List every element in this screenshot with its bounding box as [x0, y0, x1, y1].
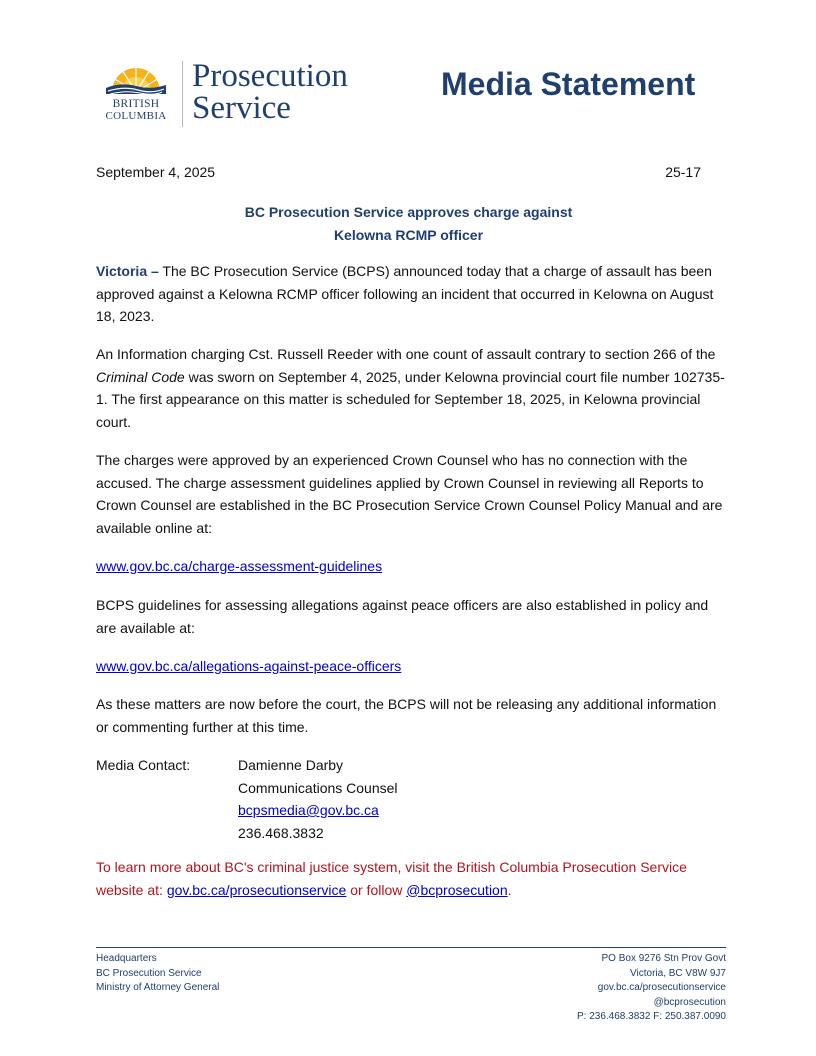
page-title: Media Statement — [441, 66, 696, 102]
headline-line-2: Kelowna RCMP officer — [333, 226, 484, 243]
peace-officers-link[interactable]: www.gov.bc.ca/allegations-against-peace-officers — [96, 658, 402, 674]
release-date: September 4, 2025 — [96, 164, 216, 180]
logo-line-1: BRITISH — [112, 98, 160, 110]
bcprosecution-social-link[interactable]: @bcprosecution — [406, 881, 508, 898]
statement-number: 25-17 — [665, 164, 701, 180]
footer-city: Victoria, BC V8W 9J7 — [630, 967, 726, 979]
contact-phone: 236.468.3832 — [238, 824, 324, 841]
footer-website: gov.bc.ca/prosecutionservice — [597, 982, 726, 993]
paragraph-closing: As these matters are now before the court, the BCPS will not be releasing any additional information or commenting further at this time. — [96, 696, 717, 735]
contact-email-link[interactable]: bcpsmedia@gov.bc.ca — [238, 802, 379, 818]
footer-phone-fax: P: 236.468.3832 F: 250.387.0090 — [576, 1011, 726, 1022]
bc-sun-logo-icon — [96, 58, 176, 100]
paragraph-charge — [96, 343, 726, 433]
headline-line-1: BC Prosecution Service approves charge against — [244, 204, 573, 220]
paragraph-intro — [96, 260, 726, 328]
gov-logo-text — [96, 98, 176, 122]
paragraph-charge-b: was sworn on September 4, 2025, under Kelowna provincial court file number 102735-1. The first appearance on this matter is scheduled for September 18, 2025, in Kelowna provincial court. — [96, 368, 725, 430]
link-row-2 — [96, 655, 726, 678]
logo-line-2: COLUMBIA — [105, 110, 167, 122]
footer-org: BC Prosecution Service — [96, 967, 202, 979]
promo-text-a: To learn more about BC's criminal justice system, visit the British Columbia Prosecution Service website at: — [96, 859, 687, 898]
logo-divider — [182, 61, 183, 127]
charge-assessment-link[interactable]: www.gov.bc.ca/charge-assessment-guidelines — [96, 558, 383, 574]
media-contact-label: Media Contact: — [96, 757, 191, 773]
brand-wordmark — [192, 60, 348, 124]
paragraph-approval: The charges were approved by an experienced Crown Counsel who has no connection with the accused. The charge assessment guidelines applied by Crown Counsel in reviewing all Reports to Crown Counsel are established in the BC Prosecution Service Crown Counsel Policy Manual and are available online at: — [96, 452, 723, 536]
footer-po-box: PO Box 9276 Stn Prov Govt — [601, 953, 726, 964]
promo-text — [96, 856, 726, 901]
contact-role: Communications Counsel — [238, 779, 398, 796]
paragraph-intro-text: The BC Prosecution Service (BCPS) announced today that a charge of assault has been approved against a Kelowna RCMP officer following an incident that occurred in Kelowna on August 18, 2023. — [96, 263, 714, 324]
footer-hq: Headquarters — [96, 953, 157, 964]
promo-text-b: or follow — [346, 881, 407, 898]
footer-social: @bcprosecution — [653, 996, 726, 1008]
brand-line-1: Prosecution — [192, 58, 348, 94]
dateline: Victoria – — [96, 263, 159, 279]
headline — [96, 201, 721, 246]
prosecution-site-link[interactable]: gov.bc.ca/prosecutionservice — [166, 881, 347, 898]
footer-divider — [96, 947, 726, 948]
link-row-1 — [96, 555, 726, 578]
footer-address-right — [577, 952, 726, 1025]
promo-text-c: . — [507, 881, 512, 898]
paragraph-guidelines: BCPS guidelines for assessing allegations against peace officers are also established in policy and are available at: — [96, 597, 709, 636]
media-contact-block — [238, 754, 398, 844]
contact-name: Damienne Darby — [238, 757, 344, 773]
brand-line-2: Service — [192, 90, 291, 126]
criminal-code-italic: Criminal Code — [96, 368, 185, 385]
footer-ministry: Ministry of Attorney General — [96, 982, 220, 993]
footer-address-left — [96, 952, 219, 996]
paragraph-charge-a: An Information charging Cst. Russell Reeder with one count of assault contrary to section 266 of the — [96, 346, 716, 362]
